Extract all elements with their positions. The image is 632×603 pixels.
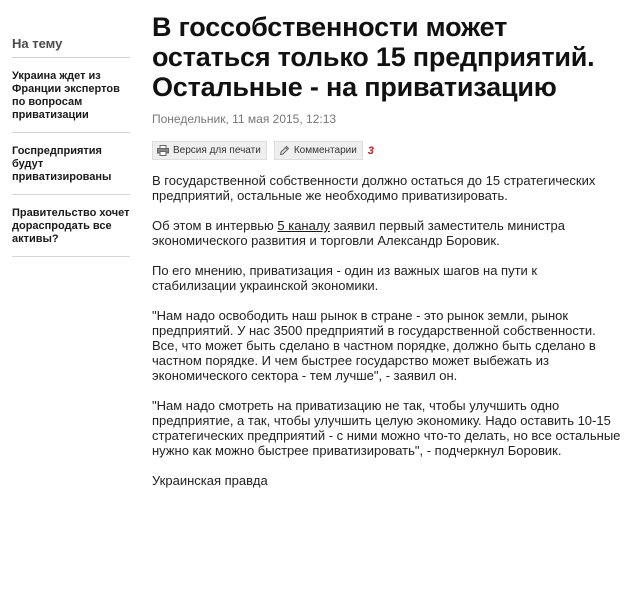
paragraph-text: заявил первый заместитель министра экономического развития и торговли Александр Боровик.	[152, 218, 565, 248]
channel-5-link[interactable]: 5 каналу	[277, 218, 330, 233]
pencil-icon	[279, 145, 290, 156]
article-body	[152, 173, 622, 488]
print-version-button[interactable]	[152, 141, 267, 160]
comments-label: Комментарии	[293, 145, 357, 156]
article	[152, 12, 622, 503]
printer-icon	[157, 145, 169, 156]
sidebar-item-france-experts[interactable]: Украина ждет из Франции экспертов по вопросам приватизации	[12, 70, 130, 133]
sidebar-item-government-assets[interactable]: Правительство хочет дораспродать все активы?	[12, 207, 130, 257]
sidebar-title: На тему	[12, 36, 130, 58]
article-paragraph: По его мнению, приватизация - один из важных шагов на пути к стабилизации украинской экономики.	[152, 263, 538, 293]
article-date: Понедельник, 11 мая 2015, 12:13	[152, 112, 337, 126]
paragraph-text: Об этом в интервью	[152, 218, 278, 233]
article-source: Украинская правда	[152, 473, 268, 488]
article-title: В госсобственности может остаться только 15 предприятий. Остальные - на приватизацию	[152, 12, 595, 102]
article-paragraph	[152, 218, 622, 248]
comments-button[interactable]	[274, 141, 363, 160]
article-paragraph: "Нам надо смотреть на приватизацию не так, чтобы улучшить одно предприятие, а так, чтобы улучшить целую экономику. Надо оставить 10-15 стратегических предприятий - с ними можно что-то делать, но все остальные нужно как можно быстрее приватизировать", - подчеркнул Боровик.	[152, 398, 621, 458]
article-paragraph: "Нам надо освободить наш рынок в стране - это рынок земли, рынок предприятий. У нас 3500 предприятий в государственной собственности. Все, что может быть сделано в частном порядке, должно быть сделано в частном порядке. И чем быстрее государство может выбежать из экономического сектора - тем лучше", - заявил он.	[152, 308, 596, 383]
print-version-label: Версия для печати	[173, 145, 261, 156]
comments-count[interactable]: 3	[367, 144, 374, 157]
article-toolbar	[152, 141, 622, 160]
related-sidebar	[12, 36, 130, 269]
article-paragraph: В государственной собственности должно остаться до 15 стратегических предприятий, остальные же необходимо приватизировать.	[152, 173, 596, 203]
sidebar-item-state-enterprises[interactable]: Госпредприятия будут приватизированы	[12, 145, 130, 195]
